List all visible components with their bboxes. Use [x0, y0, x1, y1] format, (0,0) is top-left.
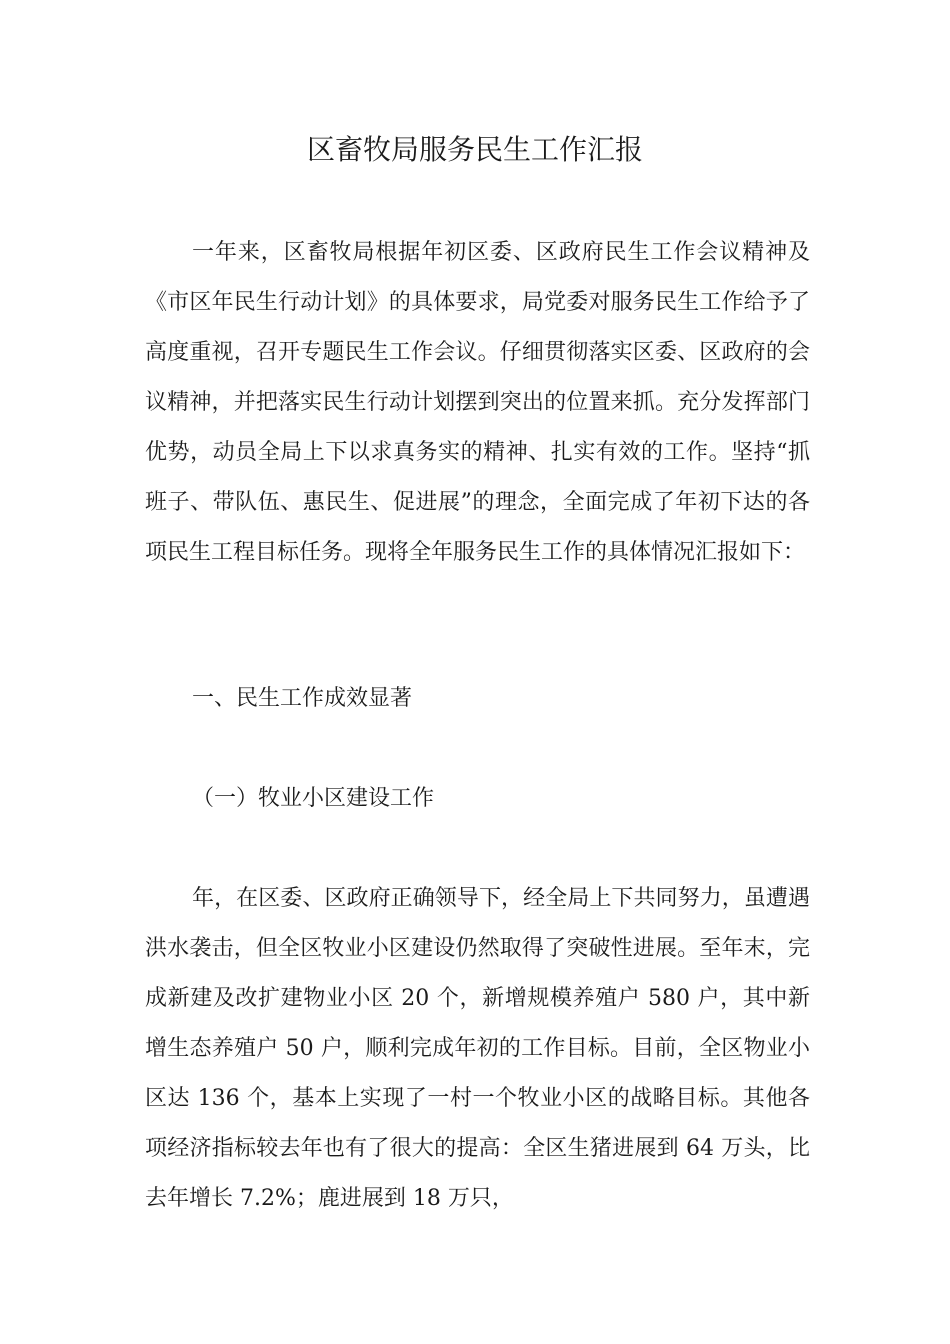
subsection-heading: （一）牧业小区建设工作	[192, 786, 435, 811]
document-title: 区畜牧局服务民生工作汇报	[306, 133, 643, 166]
section-heading: 一、民生工作成效显著	[192, 686, 413, 711]
intro-paragraph: 一年来，区畜牧局根据年初区委、区政府民生工作会议精神及《市区年民生行动计划》的具体要求，局党委对服务民生工作给予了高度重视，召开专题民生工作会议。仔细贯彻落实区委、区政府的会议精神，并把落实民生行动计划摆到突出的位置来抓。充分发挥部门优势，动员全局上下以求真务实的精神、扎实有效的工作。坚持“抓班子、带队伍、惠民生、促进展”的理念，全面完成了年初下达的各项民生工程目标任务。现将全年服务民生工作的具体情况汇报如下：	[145, 240, 810, 565]
body-paragraph: 年，在区委、区政府正确领导下，经全局上下共同努力，虽遭遇洪水袭击，但全区牧业小区建设仍然取得了突破性进展。至年末，完成新建及改扩建物业小区 20 个，新增规模养殖户 580 户，其中新增生态养殖户 50 户，顺利完成年初的工作目标。目前，全区物业小区达 136 个，基本上实现了一村一个牧业小区的战略目标。其他各项经济指标较去年也有了很大的提高：全区生猪进展到 64 万头，比去年增长 7.2%；鹿进展到 18 万只，	[145, 886, 810, 1211]
